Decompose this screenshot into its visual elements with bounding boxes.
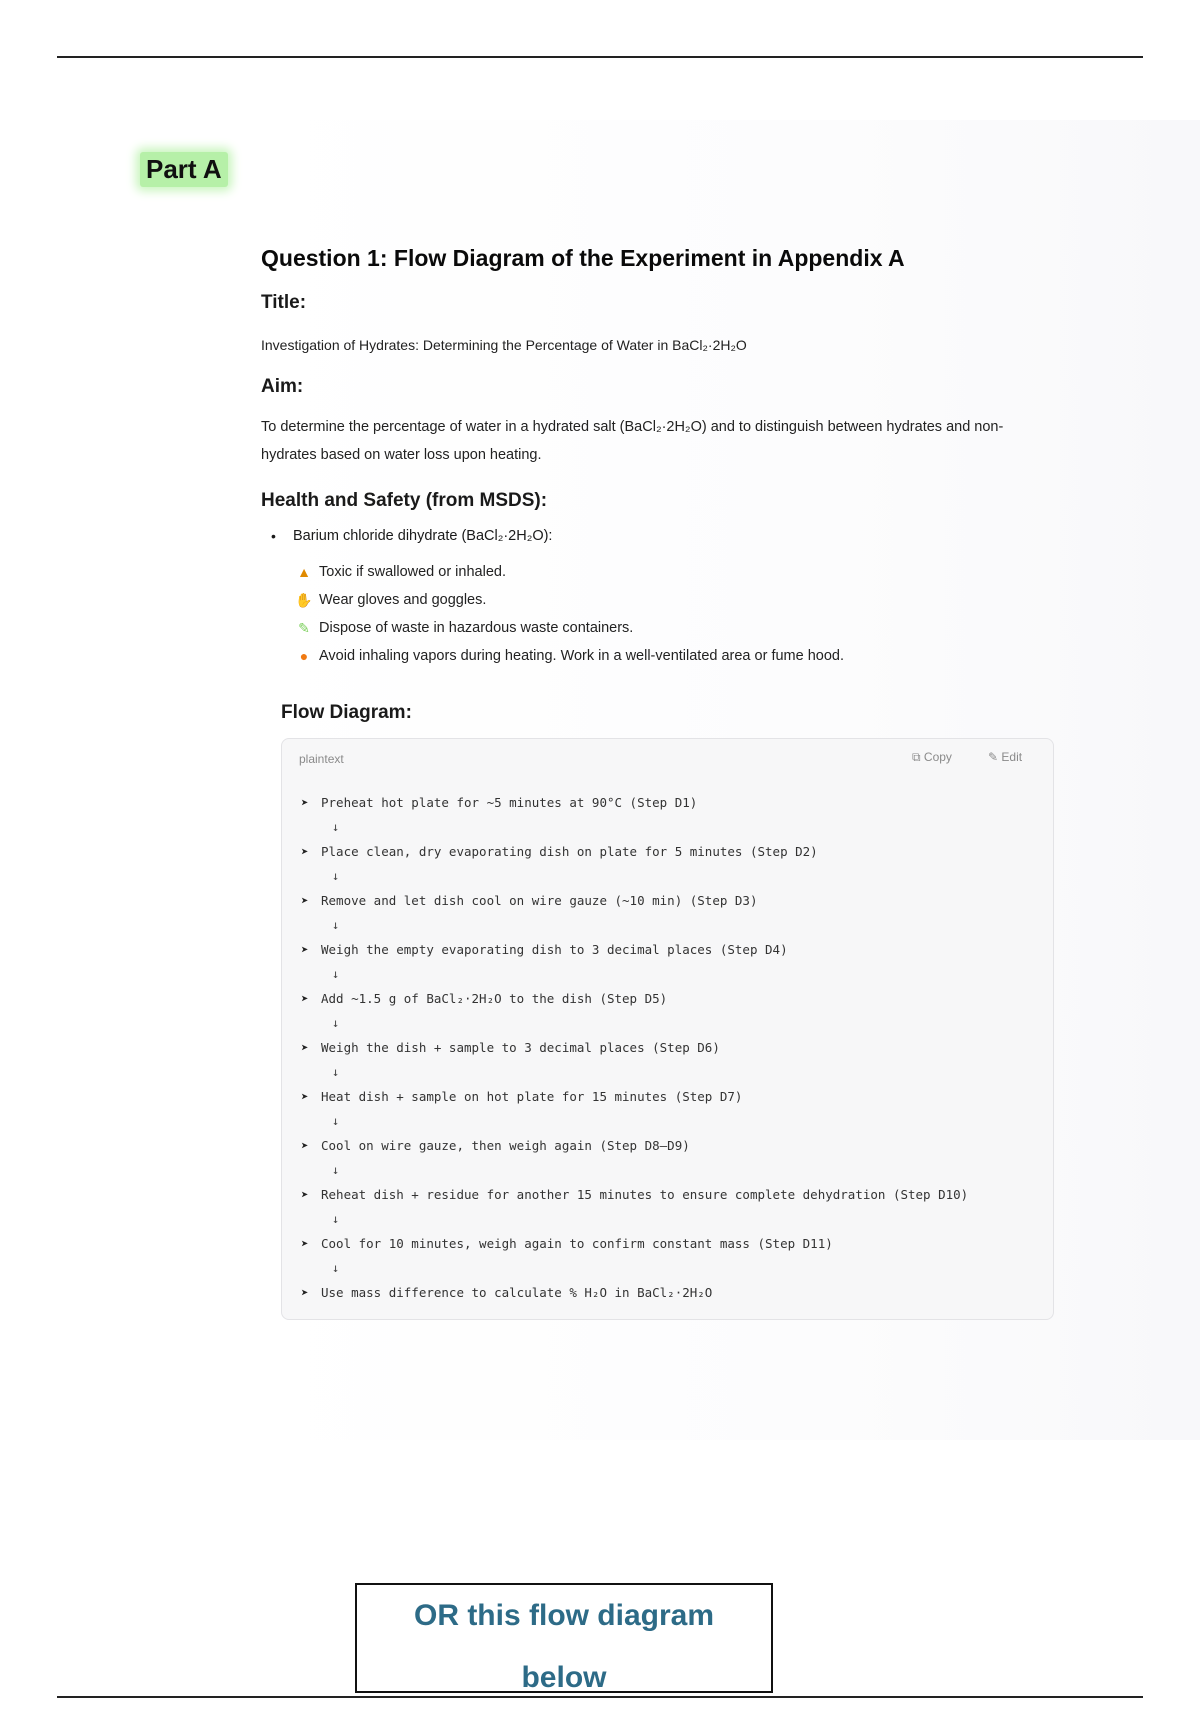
step-bullet-icon: ➤ xyxy=(301,1187,309,1202)
step-bullet-icon: ➤ xyxy=(301,795,309,810)
gloves-icon: ✋ xyxy=(295,592,313,608)
step-bullet-icon: ➤ xyxy=(301,1089,309,1104)
step-bullet-icon: ➤ xyxy=(301,1236,309,1251)
step-bullet-icon: ➤ xyxy=(301,893,309,908)
question-section xyxy=(261,242,1061,664)
or-box-line2: below xyxy=(521,1661,607,1694)
down-arrow-icon: ↓ xyxy=(332,1065,340,1079)
code-block xyxy=(281,738,1054,1320)
aim-heading: Aim: xyxy=(261,376,304,397)
step-bullet-icon: ➤ xyxy=(301,1285,309,1300)
hazard-item xyxy=(295,614,844,642)
edit-button[interactable] xyxy=(988,750,1022,764)
hazard-text: Toxic if swallowed or inhaled. xyxy=(319,564,506,580)
flow-step: ➤ Place clean, dry evaporating dish on plate for 5 minutes (Step D2) xyxy=(301,838,968,866)
flow-step: ➤ Remove and let dish cool on wire gauze (~10 min) (Step D3) xyxy=(301,887,968,915)
flow-steps xyxy=(301,789,968,1307)
hazard-list xyxy=(295,558,844,670)
hazard-item xyxy=(295,642,844,670)
flow-step: ➤ Cool for 10 minutes, weigh again to confirm constant mass (Step D11) xyxy=(301,1230,968,1258)
flow-diagram-heading: Flow Diagram: xyxy=(281,702,412,723)
safety-heading: Health and Safety (from MSDS): xyxy=(261,490,548,511)
brush-icon: ✎ xyxy=(298,620,310,636)
question-title: Question 1: Flow Diagram of the Experiment in Appendix A xyxy=(261,245,905,271)
down-arrow-icon: ↓ xyxy=(332,869,340,883)
copy-button[interactable] xyxy=(912,750,952,765)
down-arrow-icon: ↓ xyxy=(332,967,340,981)
step-bullet-icon: ➤ xyxy=(301,942,309,957)
title-text: Investigation of Hydrates: Determining the Percentage of Water in BaCl₂·2H₂O xyxy=(261,337,747,353)
code-language-label: plaintext xyxy=(299,752,344,766)
step-bullet-icon: ➤ xyxy=(301,991,309,1006)
flow-step: ➤ Weigh the dish + sample to 3 decimal places (Step D6) xyxy=(301,1034,968,1062)
title-heading: Title: xyxy=(261,292,307,313)
down-arrow-icon: ↓ xyxy=(332,1261,340,1275)
edit-label: Edit xyxy=(1001,750,1023,764)
copy-icon: ⧉ xyxy=(912,750,921,764)
flow-step: ➤ Add ~1.5 g of BaCl₂·2H₂O to the dish (Step D5) xyxy=(301,985,968,1013)
or-flow-diagram-box xyxy=(355,1583,773,1693)
down-arrow-icon: ↓ xyxy=(332,1016,340,1030)
step-bullet-icon: ➤ xyxy=(301,1138,309,1153)
hazard-item xyxy=(295,558,844,586)
flow-step: ➤ Preheat hot plate for ~5 minutes at 90°C (Step D1) xyxy=(301,789,968,817)
fire-icon: ● xyxy=(299,648,309,664)
aim-text: To determine the percentage of water in a hydrated salt (BaCl₂·2H₂O) and to distinguish between hydrates and non-hydrates based on water loss upon heating. xyxy=(261,419,1004,463)
hazard-text: Avoid inhaling vapors during heating. Work in a well-ventilated area or fume hood. xyxy=(319,648,844,664)
bullet-dot-icon: • xyxy=(271,528,276,544)
down-arrow-icon: ↓ xyxy=(332,1114,340,1128)
down-arrow-icon: ↓ xyxy=(332,1212,340,1226)
top-rule xyxy=(57,56,1143,58)
down-arrow-icon: ↓ xyxy=(332,820,340,834)
flow-step: ➤ Cool on wire gauze, then weigh again (Step D8–D9) xyxy=(301,1132,968,1160)
copy-label: Copy xyxy=(923,750,952,764)
step-bullet-icon: ➤ xyxy=(301,1040,309,1055)
bottom-rule xyxy=(57,1696,1143,1698)
hazard-text: Wear gloves and goggles. xyxy=(319,592,487,608)
down-arrow-icon: ↓ xyxy=(332,1163,340,1177)
flow-step: ➤ Heat dish + sample on hot plate for 15 minutes (Step D7) xyxy=(301,1083,968,1111)
hazard-text: Dispose of waste in hazardous waste containers. xyxy=(319,620,634,636)
flow-step: ➤ Reheat dish + residue for another 15 minutes to ensure complete dehydration (Step D10) xyxy=(301,1181,968,1209)
msds-bullet-text: Barium chloride dihydrate (BaCl₂·2H₂O): xyxy=(293,528,553,544)
hazard-item xyxy=(295,586,844,614)
flow-step: ➤ Use mass difference to calculate % H₂O in BaCl₂·2H₂O xyxy=(301,1279,968,1307)
warning-icon: ▲ xyxy=(297,564,311,580)
step-bullet-icon: ➤ xyxy=(301,844,309,859)
down-arrow-icon: ↓ xyxy=(332,918,340,932)
edit-icon: ✎ xyxy=(988,750,999,764)
part-label: Part A xyxy=(140,152,228,187)
flow-step: ➤ Weigh the empty evaporating dish to 3 decimal places (Step D4) xyxy=(301,936,968,964)
or-box-line1: OR this flow diagram xyxy=(413,1599,715,1632)
